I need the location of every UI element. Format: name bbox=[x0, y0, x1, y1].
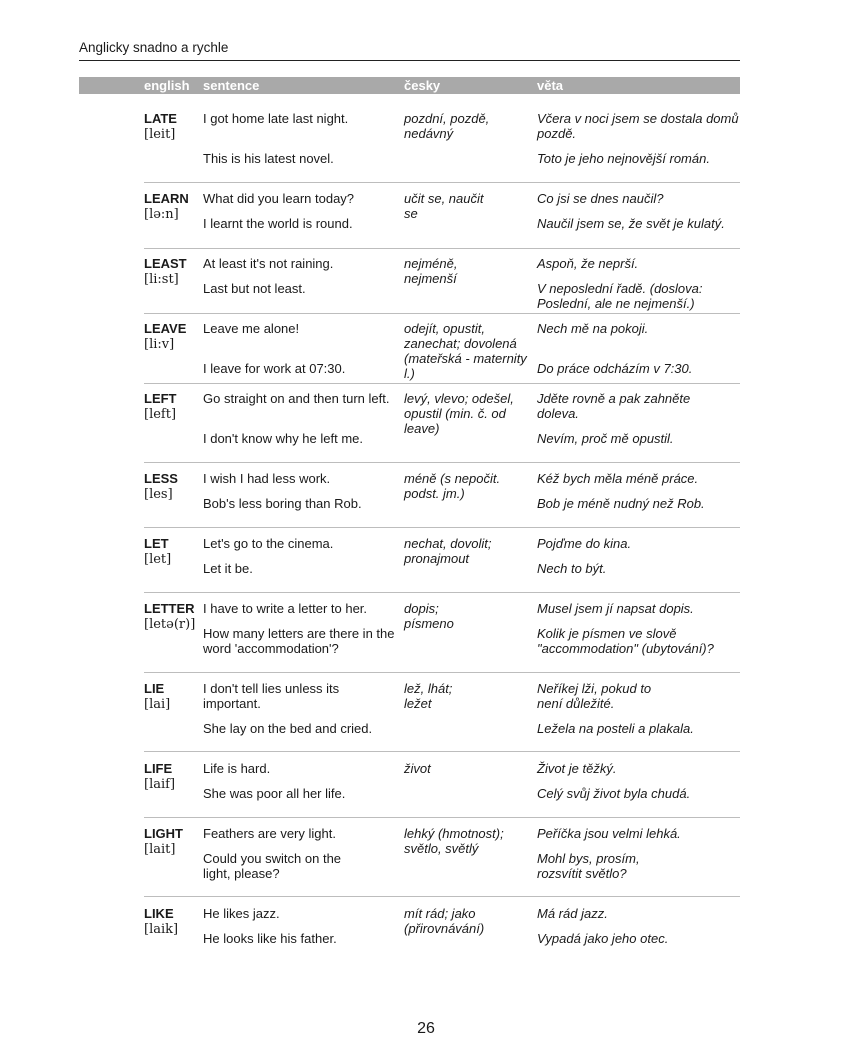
sentence-cz: Ležela na posteli a plakala. bbox=[537, 721, 694, 736]
entry-ipa: [laif] bbox=[144, 777, 176, 792]
sentence-en: How many letters are there in the word 'accommodation'? bbox=[203, 626, 395, 656]
entry-divider bbox=[144, 672, 740, 673]
cesky-translation: učit se, naučit se bbox=[404, 191, 484, 221]
sentence-en: Let's go to the cinema. bbox=[203, 536, 334, 551]
entry-word: LET bbox=[144, 536, 169, 551]
sentence-en: Feathers are very light. bbox=[203, 826, 336, 841]
running-head: Anglicky snadno a rychle bbox=[79, 40, 229, 55]
header-rule bbox=[79, 60, 740, 61]
sentence-cz: Nech to být. bbox=[537, 561, 607, 576]
cesky-translation: nejméně, nejmenší bbox=[404, 256, 458, 286]
sentence-cz: Včera v noci jsem se dostala domů pozdě. bbox=[537, 111, 739, 141]
entry-ipa: [laik] bbox=[144, 922, 179, 937]
entry-divider bbox=[144, 313, 740, 314]
entry-ipa: [lait] bbox=[144, 842, 176, 857]
entry-word: LEFT bbox=[144, 391, 177, 406]
sentence-cz: Jděte rovně a pak zahněte doleva. bbox=[537, 391, 691, 421]
sentence-en: He looks like his father. bbox=[203, 931, 337, 946]
entry-ipa: [let] bbox=[144, 552, 172, 567]
sentence-en: Last but not least. bbox=[203, 281, 306, 296]
entry-word: LIGHT bbox=[144, 826, 183, 841]
sentence-en: I don't tell lies unless its important. bbox=[203, 681, 340, 711]
entry-word: LETTER bbox=[144, 601, 195, 616]
cesky-translation: dopis; písmeno bbox=[404, 601, 454, 631]
sentence-cz: Celý svůj život byla chudá. bbox=[537, 786, 691, 801]
sentence-cz: Mohl bys, prosím, rozsvítit světlo? bbox=[537, 851, 640, 881]
cesky-translation: levý, vlevo; odešel, opustil (min. č. od leave) bbox=[404, 391, 514, 436]
sentence-cz: Toto je jeho nejnovější román. bbox=[537, 151, 710, 166]
cesky-translation: odejít, opustit, zanechat; dovolená (mateřská - maternity l.) bbox=[404, 321, 527, 381]
entry-word: LIFE bbox=[144, 761, 173, 776]
cesky-translation: nechat, dovolit; pronajmout bbox=[404, 536, 492, 566]
sentence-en: I wish I had less work. bbox=[203, 471, 331, 486]
sentence-en: This is his latest novel. bbox=[203, 151, 334, 166]
header-cesky: česky bbox=[404, 78, 441, 93]
entry-word: LEAVE bbox=[144, 321, 187, 336]
sentence-en: I have to write a letter to her. bbox=[203, 601, 368, 616]
sentence-cz: Musel jsem jí napsat dopis. bbox=[537, 601, 694, 616]
sentence-en: I learnt the world is round. bbox=[203, 216, 353, 231]
entry-divider bbox=[144, 751, 740, 752]
sentence-en: She was poor all her life. bbox=[203, 786, 346, 801]
header-sentence: sentence bbox=[203, 78, 260, 93]
entry-divider bbox=[144, 462, 740, 463]
sentence-cz: Do práce odcházím v 7:30. bbox=[537, 361, 693, 376]
sentence-en: I don't know why he left me. bbox=[203, 431, 364, 446]
sentence-en: Life is hard. bbox=[203, 761, 271, 776]
table-header bbox=[79, 77, 740, 94]
entry-divider bbox=[144, 248, 740, 249]
entry-ipa: [les] bbox=[144, 487, 173, 502]
entry-word: LESS bbox=[144, 471, 178, 486]
entry-word: LIKE bbox=[144, 906, 174, 921]
page-number: 26 bbox=[417, 1020, 435, 1037]
entry-divider bbox=[144, 592, 740, 593]
entry-word: LEARN bbox=[144, 191, 189, 206]
sentence-en: Let it be. bbox=[203, 561, 253, 576]
sentence-cz: Aspoň, že neprší. bbox=[537, 256, 639, 271]
sentence-cz: Vypadá jako jeho otec. bbox=[537, 931, 669, 946]
sentence-cz: Nech mě na pokoji. bbox=[537, 321, 649, 336]
header-english: english bbox=[144, 78, 190, 93]
sentence-en: What did you learn today? bbox=[203, 191, 355, 206]
entry-ipa: [li:v] bbox=[144, 337, 175, 352]
sentence-cz: V neposlední řadě. (doslova: Poslední, ale ne nejmenší.) bbox=[537, 281, 703, 311]
sentence-cz: Kéž bych měla méně práce. bbox=[537, 471, 699, 486]
header-veta: věta bbox=[537, 78, 564, 93]
sentence-en: Go straight on and then turn left. bbox=[203, 391, 390, 406]
sentence-en: Leave me alone! bbox=[203, 321, 300, 336]
sentence-cz: Bob je méně nudný než Rob. bbox=[537, 496, 705, 511]
sentence-cz: Neříkej lži, pokud to není důležité. bbox=[537, 681, 652, 711]
sentence-cz: Co jsi se dnes naučil? bbox=[537, 191, 664, 206]
cesky-translation: lež, lhát; ležet bbox=[404, 681, 453, 711]
entry-ipa: [letə(r)] bbox=[144, 617, 196, 632]
cesky-translation: život bbox=[404, 761, 431, 776]
sentence-cz: Pojďme do kina. bbox=[537, 536, 632, 551]
sentence-cz: Život je těžký. bbox=[537, 761, 617, 776]
cesky-translation: lehký (hmotnost); světlo, světlý bbox=[404, 826, 504, 856]
sentence-en: I got home late last night. bbox=[203, 111, 349, 126]
entry-ipa: [li:st] bbox=[144, 272, 179, 287]
entry-word: LEAST bbox=[144, 256, 187, 271]
sentence-en: I leave for work at 07:30. bbox=[203, 361, 346, 376]
entry-ipa: [leit] bbox=[144, 127, 176, 142]
sentence-en: Could you switch on the light, please? bbox=[203, 851, 342, 881]
cesky-translation: méně (s nepočit. podst. jm.) bbox=[404, 471, 501, 501]
entry-divider bbox=[144, 182, 740, 183]
sentence-cz: Nevím, proč mě opustil. bbox=[537, 431, 674, 446]
sentence-cz: Peříčka jsou velmi lehká. bbox=[537, 826, 681, 841]
entry-divider bbox=[144, 896, 740, 897]
sentence-cz: Naučil jsem se, že svět je kulatý. bbox=[537, 216, 725, 231]
cesky-translation: mít rád; jako (přirovnávání) bbox=[404, 906, 485, 936]
entry-divider bbox=[144, 817, 740, 818]
sentence-en: She lay on the bed and cried. bbox=[203, 721, 373, 736]
sentence-cz: Má rád jazz. bbox=[537, 906, 608, 921]
sentence-cz: Kolik je písmen ve slově "accommodation" (ubytování)? bbox=[537, 626, 714, 656]
entry-divider bbox=[144, 383, 740, 384]
sentence-en: Bob's less boring than Rob. bbox=[203, 496, 362, 511]
entry-word: LIE bbox=[144, 681, 165, 696]
entry-ipa: [lə:n] bbox=[144, 207, 179, 222]
cesky-translation: pozdní, pozdě, nedávný bbox=[404, 111, 490, 141]
sentence-en: At least it's not raining. bbox=[203, 256, 334, 271]
entry-ipa: [left] bbox=[144, 407, 177, 422]
sentence-en: He likes jazz. bbox=[203, 906, 280, 921]
entry-divider bbox=[144, 527, 740, 528]
entry-word: LATE bbox=[144, 111, 177, 126]
entry-ipa: [lai] bbox=[144, 697, 171, 712]
